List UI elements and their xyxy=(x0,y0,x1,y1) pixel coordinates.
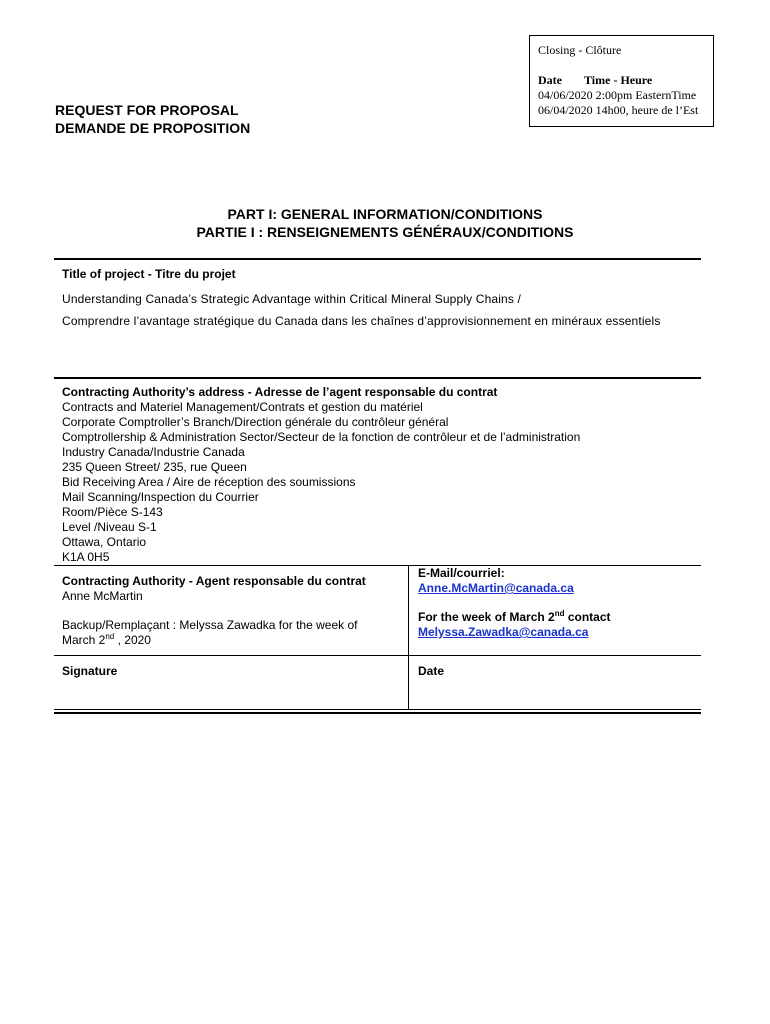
closing-box xyxy=(529,35,714,127)
authority-cell xyxy=(62,574,366,604)
project-title-fr: Comprendre l’avantage stratégique du Canada dans les chaînes d’approvisionnement en minéraux essentiels xyxy=(62,314,661,328)
bottom-rule xyxy=(54,709,701,710)
closing-date-header: Date xyxy=(538,73,562,87)
authority-name: Anne McMartin xyxy=(62,589,143,603)
address-label: Contracting Authority’s address - Adresse de l’agent responsable du contrat xyxy=(62,385,498,399)
closing-title: Closing - Clôture xyxy=(538,43,622,57)
address-line: Corporate Comptroller’s Branch/Direction générale du contrôleur général xyxy=(62,415,449,429)
week-suffix: contact xyxy=(564,610,611,624)
address-line: Mail Scanning/Inspection du Courrier xyxy=(62,490,259,504)
backup-week-label xyxy=(418,610,611,625)
part-heading-fr: PARTIE I : RENSEIGNEMENTS GÉNÉRAUX/CONDITIONS xyxy=(196,224,574,240)
backup-line: Backup/Remplaçant : Melyssa Zawadka for the week of xyxy=(62,618,358,632)
rfp-title-en: REQUEST FOR PROPOSAL xyxy=(55,102,239,118)
address-line: Contracts and Materiel Management/Contrats et gestion du matériel xyxy=(62,400,423,414)
date-label: Date xyxy=(418,664,445,678)
backup-email-link[interactable]: Melyssa.Zawadka@canada.ca xyxy=(418,625,589,639)
closing-line-fr: 06/04/2020 14h00, heure de l’Est xyxy=(538,103,699,117)
column-divider xyxy=(408,565,409,710)
address-line: Industry Canada/Industrie Canada xyxy=(62,445,245,459)
rfp-title-fr: DEMANDE DE PROPOSITION xyxy=(55,120,251,136)
address-line: Ottawa, Ontario xyxy=(62,535,147,549)
backup-sup: nd xyxy=(105,632,115,641)
divider xyxy=(54,655,701,656)
authority-label: Contracting Authority - Agent responsable du contrat xyxy=(62,574,366,588)
backup-year: , 2020 xyxy=(114,633,151,647)
project-title-en: Understanding Canada’s Strategic Advantage within Critical Mineral Supply Chains / xyxy=(62,292,521,306)
address-line: 235 Queen Street/ 235, rue Queen xyxy=(62,460,247,474)
divider xyxy=(54,565,701,566)
closing-headers xyxy=(538,73,713,88)
week-prefix: For the week of March 2 xyxy=(418,610,555,624)
backup-cell xyxy=(62,618,357,648)
week-sup: nd xyxy=(554,609,565,618)
backup-month: March 2 xyxy=(62,633,106,647)
address-line: Level /Niveau S-1 xyxy=(62,520,157,534)
email-label: E-Mail/courriel: xyxy=(418,566,505,580)
closing-line-en: 04/06/2020 2:00pm EasternTime xyxy=(538,88,697,102)
address-line: Bid Receiving Area / Aire de réception des soumissions xyxy=(62,475,356,489)
address-line: Room/Pièce S-143 xyxy=(62,505,163,519)
email-cell xyxy=(418,566,574,596)
backup-date xyxy=(62,633,357,648)
address-line: K1A 0H5 xyxy=(62,550,110,564)
authority-email-link[interactable]: Anne.McMartin@canada.ca xyxy=(418,581,574,595)
rfp-title xyxy=(55,101,250,137)
address-line: Comptrollership & Administration Sector/Secteur de la fonction de contrôleur et de l’administration xyxy=(62,430,581,444)
bottom-rule xyxy=(54,712,701,714)
project-label: Title of project - Titre du projet xyxy=(62,267,236,281)
contracting-address xyxy=(62,385,580,565)
backup-email-cell xyxy=(418,610,611,640)
divider xyxy=(54,258,701,260)
closing-time-header: Time - Heure xyxy=(584,73,653,87)
signature-label: Signature xyxy=(62,664,118,678)
part-heading-en: PART I: GENERAL INFORMATION/CONDITIONS xyxy=(227,206,543,222)
divider xyxy=(54,377,701,379)
